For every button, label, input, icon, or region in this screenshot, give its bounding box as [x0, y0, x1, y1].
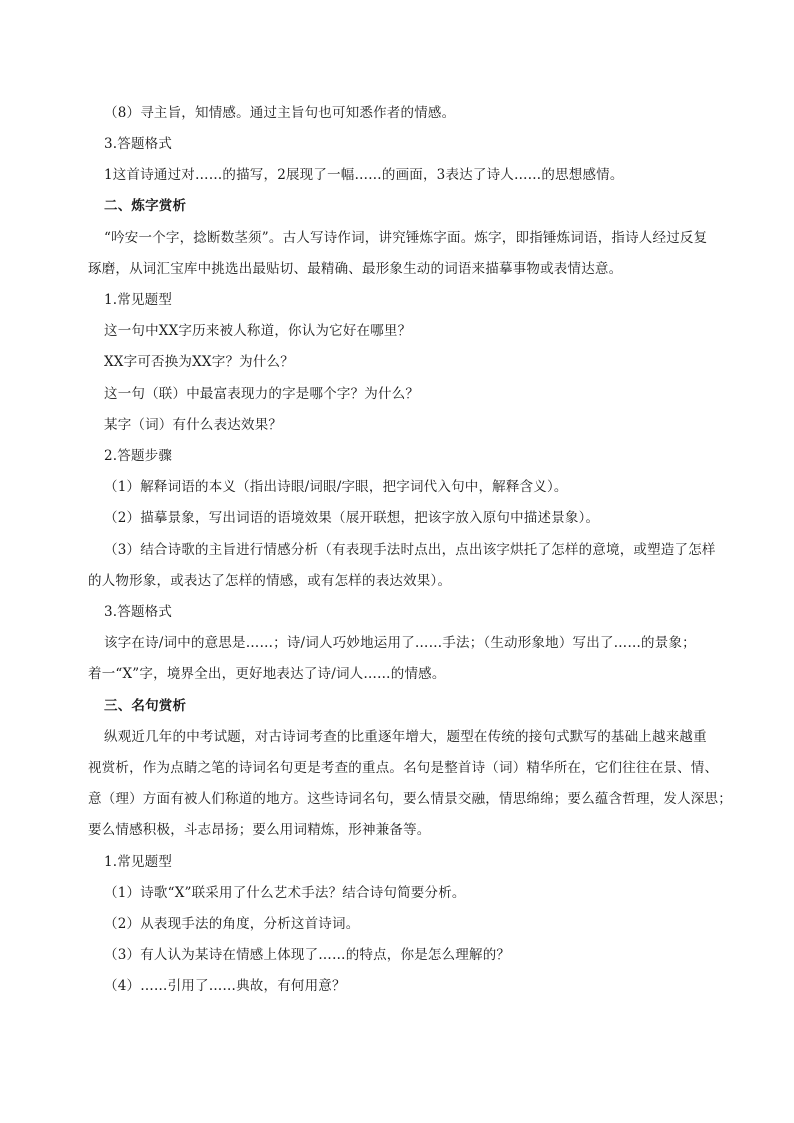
question-type-item: XX字可否换为XX字？为什么？	[104, 354, 294, 370]
question-type-item: 这一句中XX字历来被人称道，你认为它好在哪里？	[104, 323, 412, 339]
question-type-item: （4）……引用了……典故，有何用意？	[104, 978, 346, 994]
paragraph-line: 意（理）方面有被人们称道的地方。这些诗词名句，要么情景交融，情思绵绵；要么蕴含哲理，发人深思；	[88, 791, 732, 807]
paragraph-line: 要么情感积极，斗志昂扬；要么用词精炼，形神兼备等。	[88, 822, 431, 838]
answer-step-item: （1）解释词语的本义（指出诗眼/词眼/字眼，把字词代入句中，解释含义）。	[104, 479, 568, 495]
answer-step-item: （3）结合诗歌的主旨进行情感分析（有表现手法时点出，点出该字烘托了怎样的意境，或塑造了怎样	[104, 542, 716, 558]
subheading-common-question-types: 1.常见题型	[104, 292, 173, 308]
question-type-item: （1）诗歌“X”联采用了什么艺术手法？结合诗句简要分析。	[104, 885, 466, 901]
section-heading-famous-lines: 三、名句赏析	[104, 698, 187, 714]
answer-step-item-continued: 的人物形象，或表达了怎样的情感，或有怎样的表达效果）。	[88, 573, 452, 589]
answer-step-item: （2）描摹景象，写出词语的语境效果（展开联想，把该字放入原句中描述景象）。	[104, 510, 600, 526]
question-type-item: 某字（词）有什么表达效果？	[104, 417, 283, 433]
question-type-item: 这一句（联）中最富表现力的字是哪个字？为什么？	[104, 386, 420, 402]
paragraph-line: 视赏析，作为点睛之笔的诗词名句更是考查的重点。名句是整首诗（词）精华所在，它们往往在景、情、	[88, 760, 719, 776]
subheading-common-question-types: 1.常见题型	[104, 854, 173, 870]
question-type-item: （3）有人认为某诗在情感上体现了……的特点，你是怎么理解的？	[104, 947, 511, 963]
answer-format-template: 1这首诗通过对……的描写，2展现了一幅……的画面，3表达了诗人……的思想感情。	[104, 167, 624, 183]
item-8-find-theme: （8）寻主旨，知情感。通过主旨句也可知悉作者的情感。	[104, 105, 456, 121]
answer-format-template-continued: 着一“X”字，境界全出，更好地表达了诗/词人……的情感。	[88, 666, 446, 682]
question-type-item: （2）从表现手法的角度，分析这首诗词。	[104, 916, 360, 932]
subheading-answer-format: 3.答题格式	[104, 136, 173, 152]
subheading-answer-steps: 2.答题步骤	[104, 448, 173, 464]
section-heading-word-refining: 二、炼字赏析	[104, 198, 187, 214]
paragraph-line: 纵观近几年的中考试题，对古诗词考查的比重逐年增大，题型在传统的接句式默写的基础上越来越重	[104, 729, 707, 745]
paragraph-line: “吟安一个字，捻断数茎须”。古人写诗作词，讲究锤炼字面。炼字，即指锤炼词语，指诗人经过反复	[104, 230, 708, 246]
paragraph-line: 琢磨，从词汇宝库中挑选出最贴切、最精确、最形象生动的词语来描摹事物或表情达意。	[88, 261, 623, 277]
answer-format-template: 该字在诗/词中的意思是……；诗/词人巧妙地运用了……手法；（生动形象地）写出了……的景象；	[104, 635, 696, 651]
subheading-answer-format: 3.答题格式	[104, 604, 173, 620]
